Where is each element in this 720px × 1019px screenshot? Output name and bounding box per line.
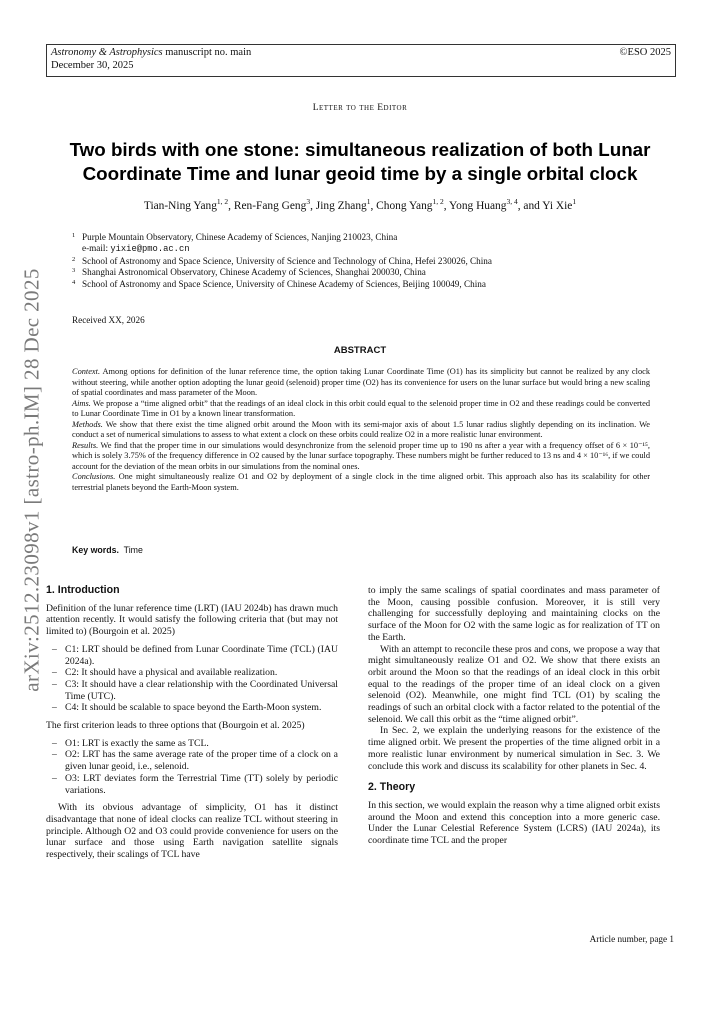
paragraph: Definition of the lunar reference time (LRT) (IAU 2024b) has drawn much attention recently. It would satisfy the following criteria that (but may not limited to) (Bourgoin et al. 2025) — [46, 602, 338, 638]
abstract-methods: Methods. We show that there exist the time aligned orbit around the Moon with its semi-major axis of about 1.5 lunar radius slightly depending on its inclination. We conduct a set of numerical simulations to assess to what extent a clock on these orbits could realize O2 in a more realistic lunar environment. — [72, 419, 650, 439]
affiliation: 3 Shanghai Astronomical Observatory, Chinese Academy of Sciences, Shanghai 200030, China — [72, 267, 426, 278]
affiliations — [72, 232, 672, 290]
affiliation: 1 Purple Mountain Observatory, Chinese Academy of Sciences, Nanjing 210023, China — [72, 232, 398, 242]
abstract-results: Results. We find that the proper time in our simulations would desynchronize from the selenoid proper time up to 190 ns after a year with a frequency offset of 6 × 10⁻¹⁵, which is solely 3.75% of the frequency difference in O2 caused by the lunar surface topography. These numbers might be further reduced to 13 ns and 4 × 10⁻¹⁶, if we could account for the deviation of the mean orbits in our simulations from the nominal ones. — [72, 440, 650, 471]
options-list — [46, 738, 338, 797]
header-left — [51, 46, 251, 72]
paragraph: With its obvious advantage of simplicity, O1 has it distinct disadvantage that none of ideal clocks can realize TCL without steering in principle. Although O2 and O3 could provide convenience for users on the lunar surface and those using Earth navigation satellite signals respectively, their scalings of TCL have — [46, 802, 338, 861]
list-item: – C3: It should have a clear relationship with the Coordinated Universal Time (UTC). — [46, 679, 338, 702]
copyright: ©ESO 2025 — [619, 47, 671, 58]
section-heading-theory: 2. Theory — [368, 781, 416, 794]
abstract-conclusions: Conclusions. One might simultaneously realize O1 and O2 by deployment of a single clock in the time aligned orbit. This approach also has its scalability for other terrestrial planets beyond the Earth-Moon system. — [72, 472, 650, 492]
left-column — [46, 585, 338, 861]
arxiv-identifier: arXiv:2512.23098v1 [astro-ph.IM] 28 Dec 2025 — [19, 268, 44, 692]
criteria-list — [46, 644, 338, 714]
author: Chong Yang$^{1, 2}$, — [376, 197, 450, 212]
author: Ren-Fang Geng$^3$, — [233, 197, 316, 212]
journal-header — [46, 44, 676, 77]
list-item: – O1: LRT is exactly the same as TCL. — [46, 738, 338, 750]
email-address[interactable]: yixie@pmo.ac.cn — [110, 244, 190, 255]
abstract — [72, 367, 650, 493]
author-list — [60, 197, 660, 212]
author: Jing Zhang$^1$, — [315, 197, 377, 212]
list-item: – O3: LRT deviates form the Terrestrial Time (TT) solely by periodic variations. — [46, 773, 338, 796]
paragraph: With an attempt to reconcile these pros and cons, we propose a way that might simultaneously realize O1 and O2. We show that there exists an orbit around the Moon so that the readings of an ideal clock in this orbit equal to the readings of the proper time of an ideal clock on a given selenoid (O2). Meanwhile, one might find TCL (O1) by scaling the readings of such an orbital clock with a factor related to the potential of the selenoid. We call this orbit as the “time aligned orbit”. — [368, 643, 660, 725]
manuscript-number: manuscript no. main — [162, 47, 252, 58]
paper-title: Two birds with one stone: simultaneous realization of both Lunar Coordinate Time and lunar geoid time by a single orbital clock — [69, 139, 651, 184]
affiliation: 2 School of Astronomy and Space Science, University of Science and Technology of China, Hefei 230026, China — [72, 255, 492, 266]
list-item: – C4: It should be scalable to space beyond the Earth-Moon system. — [46, 702, 338, 714]
list-item: – O2: LRT has the same average rate of the proper time of a clock on a given lunar geoid, i.e., selenoid. — [46, 749, 338, 772]
paragraph: to imply the same scalings of spatial coordinates and mass parameter of the Moon, causing possible confusion. Moreover, it is still very challenging for successfully deploying and maintaining clocks on the surface of the Moon for O2 with the same logic as for realization of TT on the Earth. — [368, 585, 660, 643]
list-item: – C2: It should have a physical and available realization. — [46, 667, 338, 679]
abstract-context: Context. Among options for definition of the lunar reference time, the option taking Lunar Coordinate Time (O1) has its simplicity but cannot be realized by any clock without steering, while another option adopting the lunar geoid (selenoid) proper time (O2) has its convenience for users on the lunar surface but would bring a new scaling of spatial coordinates and mass parameter of the Moon. — [72, 367, 650, 397]
abstract-aims: Aims. We propose a “time aligned orbit” that the readings of an ideal clock in this orbit could equal to the selenoid proper time in O2 and these readings could be converted to Lunar Coordinate Time in O1 by a known linear transformation. — [72, 398, 650, 418]
contact-email: e-mail: yixie@pmo.ac.cn — [82, 243, 190, 255]
paragraph: The first criterion leads to three options that (Bourgoin et al. 2025) — [46, 720, 305, 732]
author: Tian-Ning Yang$^{1, 2}$, — [143, 197, 234, 212]
page-footer: Article number, page 1 — [589, 934, 674, 944]
received-date: Received XX, 2026 — [72, 315, 145, 325]
author: Yi Xie$^1$ — [542, 197, 577, 212]
header-date: December 30, 2025 — [51, 60, 134, 71]
keywords: Key words. Time — [72, 545, 143, 555]
list-item: – C1: LRT should be defined from Lunar Coordinate Time (TCL) (IAU 2024a). — [46, 644, 338, 667]
letter-tag: Letter to the Editor — [312, 103, 408, 113]
journal-name: Astronomy & Astrophysics — [51, 47, 163, 58]
section-heading-introduction: 1. Introduction — [46, 584, 120, 596]
affiliation: 4 School of Astronomy and Space Science, University of Chinese Academy of Sciences, Beijing 100049, China — [72, 278, 486, 289]
right-column — [368, 585, 660, 847]
paragraph: In Sec. 2, we explain the underlying reasons for the existence of the time aligned orbit. We present the properties of the time aligned orbit in a more realistic lunar environment by numerical simulation in Sec. 3. We conclude this work and discuss its scalability for other planets in Sec. 4. — [368, 725, 660, 772]
abstract-heading: ABSTRACT — [333, 345, 387, 356]
author: Yong Huang$^{3, 4}$, and — [449, 197, 543, 212]
paragraph: In this section, we would explain the reason why a time aligned orbit exists around the Moon and extend this conception into a more generic case. Under the Lunar Celestial Reference System (LCRS) (IAU 2024a), its coordinate time TCL and the proper — [368, 799, 660, 847]
